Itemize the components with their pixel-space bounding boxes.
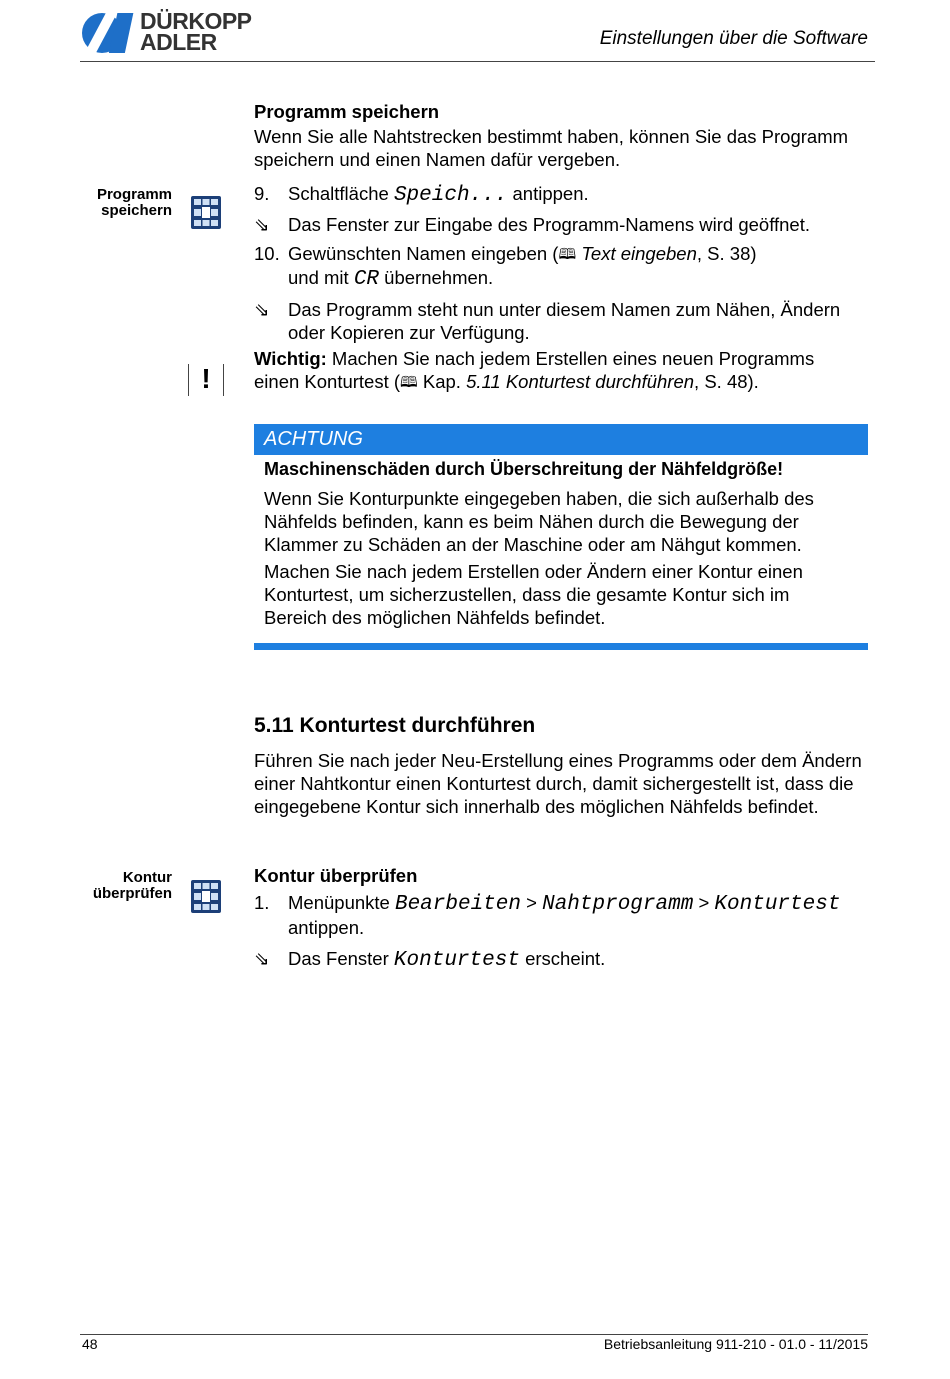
check-result-text: Das Fenster	[288, 948, 394, 969]
step-9-text-end: antippen.	[507, 183, 589, 204]
step-10-text: Gewünschten Namen eingeben (	[288, 243, 559, 264]
important-text-end: , S. 48).	[694, 371, 759, 392]
menu-item-konturtest: Konturtest	[714, 893, 841, 916]
check-step-1-line2: antippen.	[288, 917, 365, 938]
step-9-button-name: Speich...	[393, 184, 508, 207]
document-info: Betriebsanleitung 911-210 - 01.0 - 11/2015	[603, 1336, 868, 1352]
save-intro-line2: speichern und einen Namen dafür vergeben.	[254, 149, 621, 170]
important-label: Wichtig:	[254, 348, 327, 369]
book-reference-icon: 🕮	[558, 246, 577, 263]
margin-label-save	[97, 187, 172, 219]
warning-p2-line2: Konturtest, um sicherzustellen, dass die gesamte Kontur sich im	[264, 584, 790, 605]
result-arrow-icon: ⇘	[254, 299, 270, 320]
section-5-11-line3: eingegebene Kontur sich innerhalb des möglichen Nähfelds befindet.	[254, 796, 819, 817]
result-2-line1: Das Programm steht nun unter diesem Namen zum Nähen, Ändern	[288, 299, 841, 320]
warning-p1-line2: Nähfelds befinden, kann es beim Nähen durch die Bewegung der	[264, 511, 799, 532]
menu-separator: >	[693, 892, 715, 913]
step-9-number: 9.	[254, 183, 270, 204]
page-header-title: Einstellungen über die Software	[599, 28, 868, 49]
important-note	[254, 347, 814, 394]
header-rule	[80, 61, 875, 62]
save-intro-line1: Wenn Sie alle Nahtstrecken bestimmt haben, können Sie das Programm	[254, 126, 849, 147]
book-reference-icon: 🕮	[400, 374, 418, 391]
page-number: 48	[82, 1336, 98, 1352]
duerkopp-adler-logo-icon	[80, 10, 136, 56]
important-text-line2: einen Konturtest (	[254, 371, 401, 392]
save-heading: Programm speichern	[254, 101, 440, 122]
result-1	[254, 213, 810, 236]
important-text-line1: Machen Sie nach jedem Erstellen eines neuen Programms	[326, 348, 815, 369]
section-5-11-paragraph	[254, 749, 862, 818]
footer-rule	[80, 1334, 868, 1335]
margin-label-check	[93, 870, 172, 902]
check-result-window-name: Konturtest	[393, 949, 520, 972]
warning-p2-line3: Bereich des möglichen Nähfelds befindet.	[264, 607, 606, 628]
check-step-1-number: 1.	[254, 892, 270, 913]
step-10-page-ref: , S. 38)	[696, 243, 757, 264]
step-10-line2-end: übernehmen.	[379, 267, 494, 288]
warning-paragraph-1	[264, 487, 814, 556]
result-1-text: Das Fenster zur Eingabe des Programm-Namens wird geöffnet.	[288, 214, 811, 235]
program-menu-icon	[191, 196, 221, 229]
check-result-end: erscheint.	[519, 948, 606, 969]
step-9-text: Schaltfläche	[288, 183, 394, 204]
brand-name-line2: ADLER	[140, 29, 217, 55]
menu-separator: >	[521, 892, 543, 913]
result-2	[254, 298, 840, 344]
important-reference[interactable]: 5.11 Konturtest durchführen	[466, 371, 695, 392]
margin-label-check-line1: Kontur	[122, 869, 172, 886]
important-text-kap: Kap.	[417, 371, 467, 392]
step-10	[254, 242, 757, 291]
warning-paragraph-2	[264, 560, 803, 629]
check-result	[254, 947, 605, 972]
margin-label-save-line1: Programm	[96, 186, 172, 203]
warning-p2-line1: Machen Sie nach jedem Erstellen oder Ändern einer Kontur einen	[264, 561, 803, 582]
step-10-reference[interactable]: Text eingeben	[581, 243, 697, 264]
margin-label-check-line2: überprüfen	[92, 885, 172, 902]
step-10-key-name: CR	[353, 268, 380, 291]
important-exclamation-glyph: !	[201, 363, 211, 394]
section-5-11-line1: Führen Sie nach jeder Neu-Erstellung eines Programms oder dem Ändern	[254, 750, 862, 771]
check-step-1-text: Menüpunkte	[288, 892, 395, 913]
program-menu-icon	[191, 880, 221, 913]
menu-item-bearbeiten: Bearbeiten	[394, 893, 521, 916]
warning-subtitle: Maschinenschäden durch Überschreitung der Nähfeldgröße!	[264, 459, 784, 479]
result-arrow-icon: ⇘	[254, 214, 270, 235]
warning-p1-line3: Klammer zu Schäden an der Maschine oder am Nähgut kommen.	[264, 534, 802, 555]
warning-bottom-rule	[254, 643, 868, 650]
warning-p1-line1: Wenn Sie Konturpunkte eingegeben haben, die sich außerhalb des	[264, 488, 814, 509]
section-5-11-heading: 5.11 Konturtest durchführen	[254, 714, 536, 737]
step-9	[254, 182, 589, 207]
check-step-1	[254, 891, 840, 939]
warning-title-bar: ACHTUNG	[254, 424, 868, 455]
result-arrow-icon: ⇘	[254, 948, 270, 969]
menu-item-nahtprogramm: Nahtprogramm	[542, 893, 694, 916]
step-10-line2-text: und mit	[288, 267, 354, 288]
brand-name-line1: DÜRKOPP	[140, 8, 252, 34]
result-2-line2: oder Kopieren zur Verfügung.	[288, 322, 530, 343]
margin-label-save-line2: speichern	[101, 202, 172, 219]
check-heading: Kontur überprüfen	[254, 865, 418, 886]
step-10-number: 10.	[254, 243, 280, 264]
save-intro	[254, 125, 848, 171]
brand-logo	[80, 8, 270, 56]
important-exclamation-icon	[188, 360, 224, 396]
section-5-11-line2: einer Nahtkontur einen Konturtest durch, damit sichergestellt ist, dass die	[254, 773, 854, 794]
